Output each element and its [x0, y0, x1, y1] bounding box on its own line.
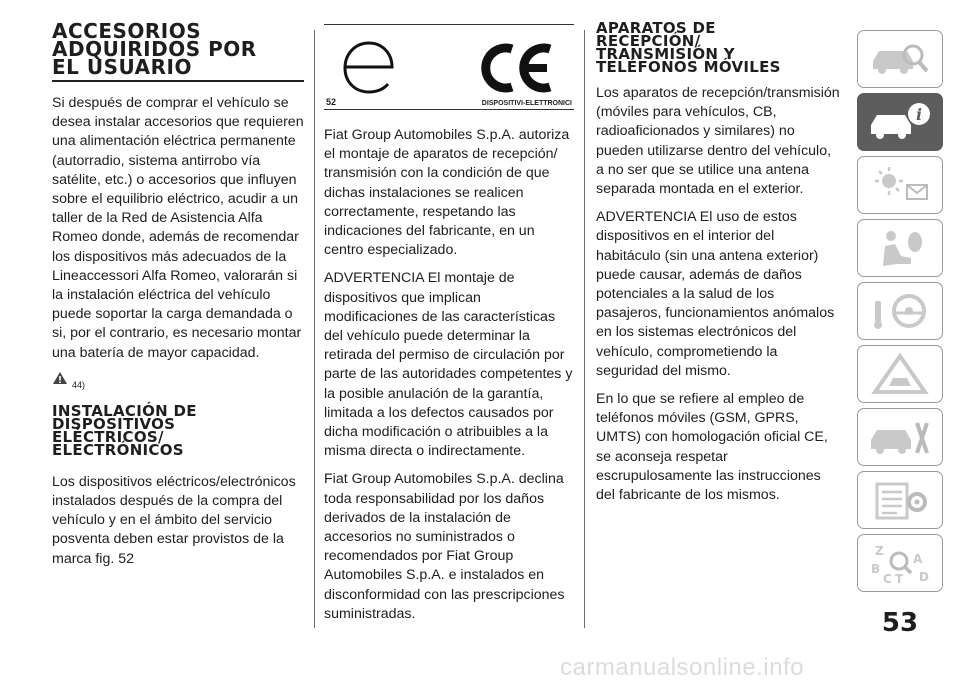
index-letter: A	[913, 552, 923, 566]
warning-transmitters-paragraph: ADVERTENCIA El uso de estos dispositivos en el interior del habitáculo (sin una antena exterior) puede causar, además de daños potenciales a la salud de los pasajeros, funcionamientos anómalos en los sistemas electrónicos del vehículo, comprometiendo la seguridad del mismo.	[596, 209, 835, 379]
section-title-accessories	[52, 19, 304, 82]
electrical-devices-paragraph: Los dispositivos eléctricos/electrónicos instalados después de la compra del vehículo y en el ámbito del servicio posventa deben estar provistos de la marca fig. 52	[52, 473, 296, 567]
column-divider-left	[314, 30, 315, 628]
specs-list-icon	[865, 478, 935, 522]
title-line: ELÉCTRICOS/	[52, 427, 164, 446]
e-ce-marks-figure	[324, 25, 574, 105]
car-info-icon	[865, 100, 935, 144]
figure-number: 52	[326, 97, 337, 107]
watermark: carmanualsonline.info	[560, 654, 804, 681]
mobile-phones-paragraph: En lo que se refiere al empleo de teléfonos móviles (GSM, GPRS, UMTS) con homologación oficial CE, se aconseja respetar escrupulosamente las instrucciones del fabricante de los mismos.	[596, 391, 828, 504]
tab-alphabetical-index[interactable]	[857, 534, 943, 592]
title-line: EL USUARIO	[52, 55, 192, 79]
index-letter: Z	[875, 544, 884, 558]
index-letter: D	[919, 570, 929, 584]
column-transmitters	[596, 19, 842, 505]
title-line: DISPOSITIVOS	[52, 414, 176, 433]
warning-triangle-icon	[52, 371, 68, 385]
car-tools-icon	[865, 415, 935, 459]
column-installation	[324, 24, 574, 624]
title-line: INSTALACIÓN DE	[52, 401, 197, 420]
e-mark-icon	[345, 43, 392, 92]
figure-52	[324, 24, 574, 110]
warning-lights-icon	[865, 163, 935, 207]
title-line: ADQUIRIDOS POR	[52, 37, 257, 61]
tab-safety[interactable]	[857, 219, 943, 277]
warning-ref-number: 44)	[72, 379, 86, 390]
airbag-passenger-icon	[865, 226, 935, 270]
transmitters-paragraph: Los aparatos de recepción/transmisión (móviles para vehículos, CB, radioaficionados y similares) no pueden utilizarse dentro del vehículo, a no ser que se utilice una antena separada montada en el exterior.	[596, 85, 840, 198]
car-search-icon	[865, 37, 935, 81]
tab-technical-data[interactable]	[857, 471, 943, 529]
liability-paragraph: Fiat Group Automobiles S.p.A. declina toda responsabilidad por los daños derivados de la instalación de accesorios no suministrados o recomendados por Fiat Group Automobiles S.p.A. e instalados en disconformidad con las prescripciones suministradas.	[324, 471, 565, 622]
steering-wheel-icon	[865, 289, 935, 333]
tab-emergency[interactable]	[857, 345, 943, 403]
title-line: APARATOS DE	[596, 19, 716, 37]
column-divider-right	[584, 30, 585, 628]
tab-warning-lights[interactable]	[857, 156, 943, 214]
title-line: TELÉFONOS MÓVILES	[596, 58, 781, 76]
road-warning-icon	[865, 352, 935, 396]
chapter-tabs-sidebar	[857, 30, 943, 597]
index-letter: T	[895, 572, 904, 585]
section-title-transmitters	[596, 19, 842, 76]
title-line: RECEPCIÓN/	[596, 32, 701, 50]
title-line: TRANSMISIÓN Y	[596, 45, 735, 63]
alphabetical-index-icon	[865, 541, 935, 585]
tab-maintenance[interactable]	[857, 408, 943, 466]
installation-paragraph: Fiat Group Automobiles S.p.A. autoriza el montaje de aparatos de recepción/ transmisión con la condición de que dichas instalaciones se realicen correctamente, respetando las indicaciones del fabricante, en un centro especializado.	[324, 127, 570, 259]
figure-code: DISPOSITIVI-ELETTRONICI	[481, 100, 572, 107]
info-glyph: i	[915, 105, 923, 124]
section-title-electrical-devices	[52, 401, 304, 459]
column-accessories	[52, 19, 304, 569]
ce-mark-icon	[486, 48, 550, 88]
index-letter: B	[871, 562, 881, 576]
title-line: ELECTRÓNICOS	[52, 440, 184, 459]
page-number: 53	[881, 608, 919, 638]
warning-modifications-paragraph: ADVERTENCIA El montaje de dispositivos que implican modificaciones de las características del vehículo puede determinar la retirada del permiso de circulación por parte de las autoridades competentes y la posible anulación de la garantía, limitada a los defectos causados por dicha modificación o atribuibles a la misma directa o indirectamente.	[324, 270, 573, 460]
index-letter: C	[883, 572, 892, 585]
warning-reference	[52, 371, 304, 395]
title-line: ACCESORIOS	[52, 19, 202, 43]
tab-dashboard-info[interactable]	[857, 93, 943, 151]
tab-knowing-the-car[interactable]	[857, 30, 943, 88]
accessories-paragraph: Si después de comprar el vehículo se desea instalar accesorios que requieren una alimentación eléctrica permanente (autorradio, sistema antirrobo vía satélite, etc.) o accesorios que influyen sobre el equilibrio eléctrico, acudir a un taller de la Red de Asistencia Alfa Romeo donde, además de recomendar los dispositivos más adecuados de la Lineaccessori Alfa Romeo, valorarán si la instalación eléctrica del vehículo puede soportar la carga demandada o si, por el contrario, es necesario montar una batería de mayor capacidad.	[52, 95, 304, 361]
tab-starting-driving[interactable]	[857, 282, 943, 340]
